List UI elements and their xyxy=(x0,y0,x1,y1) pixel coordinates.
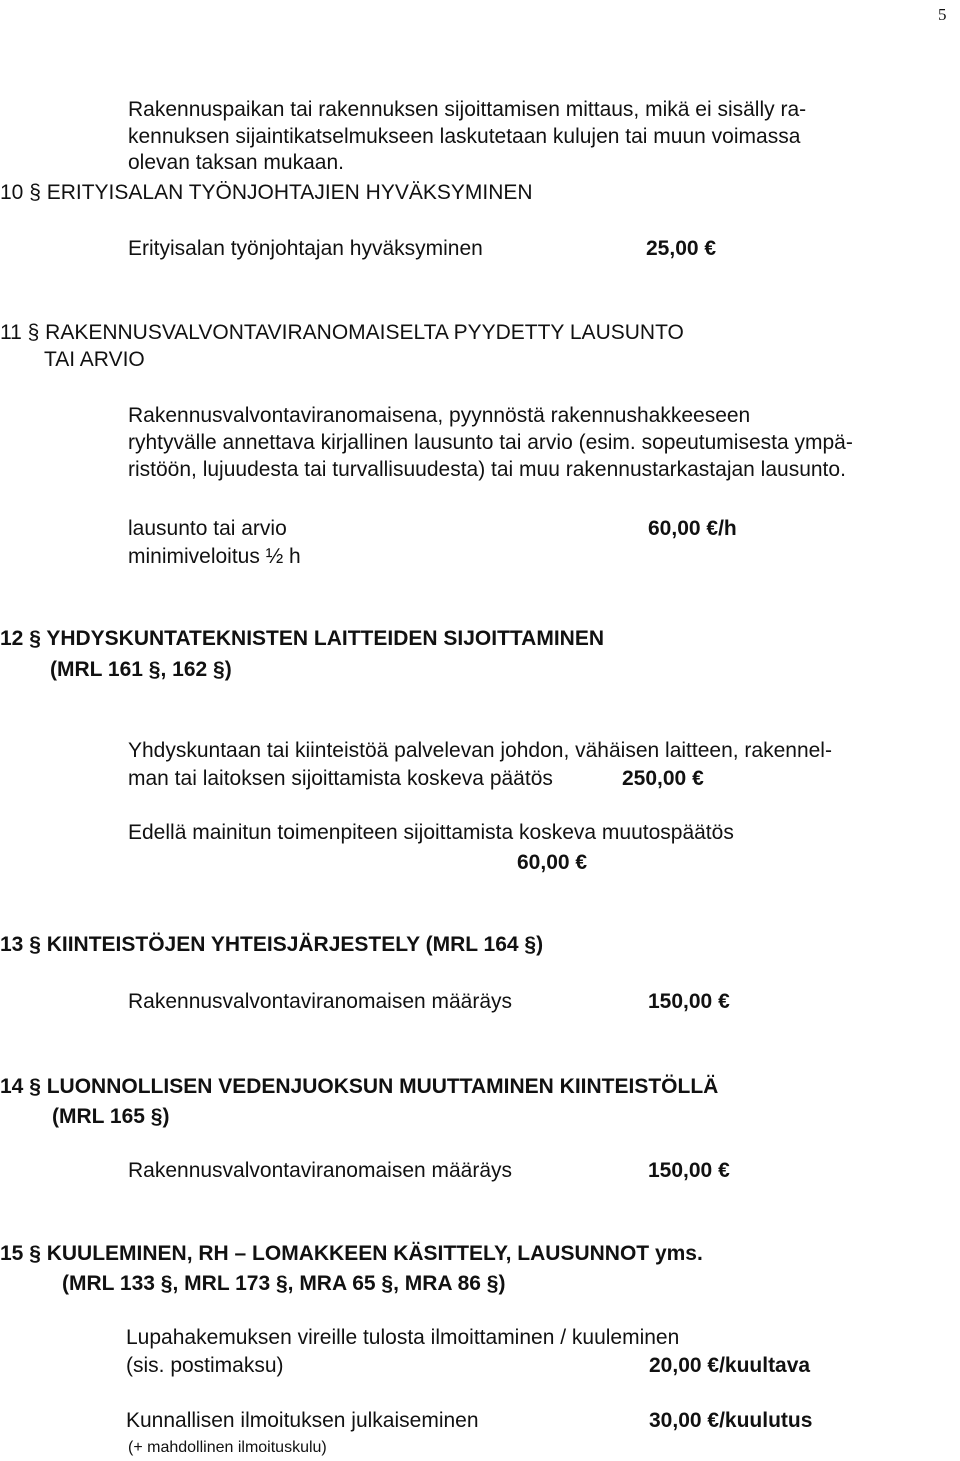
fee-label: minimiveloitus ½ h xyxy=(128,545,301,568)
fee-price: 30,00 €/kuulutus xyxy=(649,1409,813,1432)
fee-price: 150,00 € xyxy=(648,990,730,1013)
section-heading: TAI ARVIO xyxy=(44,348,145,371)
section-heading: (MRL 133 §, MRL 173 §, MRA 65 §, MRA 86 §) xyxy=(62,1272,506,1295)
fee-label: Edellä mainitun toimenpiteen sijoittamista koskeva muutospäätös xyxy=(128,821,734,844)
section-heading: 11 § RAKENNUSVALVONTAVIRANOMAISELTA PYYDETTY LAUSUNTO xyxy=(0,321,684,344)
intro-line: Rakennuspaikan tai rakennuksen sijoittamisen mittaus, mikä ei sisälly ra- xyxy=(128,98,807,121)
fee-price: 60,00 € xyxy=(517,851,588,874)
fee-label: Lupahakemuksen vireille tulosta ilmoittaminen / kuuleminen xyxy=(126,1326,680,1349)
intro-line: olevan taksan mukaan. xyxy=(128,151,344,174)
fee-label: Yhdyskuntaan tai kiinteistöä palvelevan johdon, vähäisen laitteen, rakennel- xyxy=(128,739,832,762)
fee-label: Kunnallisen ilmoituksen julkaiseminen xyxy=(126,1409,479,1432)
fee-price: 60,00 €/h xyxy=(648,517,737,540)
fee-price: 250,00 € xyxy=(622,767,704,790)
fee-price: 150,00 € xyxy=(648,1159,730,1182)
fee-label: man tai laitoksen sijoittamista koskeva päätös xyxy=(128,767,553,790)
fee-price: 20,00 €/kuultava xyxy=(649,1354,811,1377)
section-heading: 14 § LUONNOLLISEN VEDENJUOKSUN MUUTTAMINEN KIINTEISTÖLLÄ xyxy=(0,1075,719,1098)
intro-line: kennuksen sijaintikatselmukseen laskutetaan kulujen tai muun voimassa xyxy=(128,125,801,148)
section-heading: 10 § ERITYISALAN TYÖNJOHTAJIEN HYVÄKSYMINEN xyxy=(0,181,533,204)
section-description: ryhtyvälle annettava kirjallinen lausunto tai arvio (esim. sopeutumisesta ympä- xyxy=(128,431,853,454)
fee-label: Rakennusvalvontaviranomaisen määräys xyxy=(128,1159,513,1182)
page-number: 5 xyxy=(938,5,947,24)
section-heading: 13 § KIINTEISTÖJEN YHTEISJÄRJESTELY (MRL 164 §) xyxy=(0,933,544,956)
section-heading: 12 § YHDYSKUNTATEKNISTEN LAITTEIDEN SIJOITTAMINEN xyxy=(0,627,605,650)
section-description: Rakennusvalvontaviranomaisena, pyynnöstä rakennushakkeeseen xyxy=(128,404,751,427)
fee-note: (+ mahdollinen ilmoituskulu) xyxy=(128,1439,327,1456)
section-description: ristöön, lujuudesta tai turvallisuudesta) tai muu rakennustarkastajan lausunto. xyxy=(128,458,846,481)
section-heading: (MRL 165 §) xyxy=(52,1105,170,1128)
fee-label: lausunto tai arvio xyxy=(128,517,287,540)
fee-label: Rakennusvalvontaviranomaisen määräys xyxy=(128,990,513,1013)
fee-label: (sis. postimaksu) xyxy=(126,1354,284,1377)
section-heading: (MRL 161 §, 162 §) xyxy=(50,658,232,681)
section-heading: 15 § KUULEMINEN, RH – LOMAKKEEN KÄSITTELY, LAUSUNNOT yms. xyxy=(0,1242,703,1265)
fee-label: Erityisalan työnjohtajan hyväksyminen xyxy=(128,237,483,260)
fee-price: 25,00 € xyxy=(646,237,717,260)
